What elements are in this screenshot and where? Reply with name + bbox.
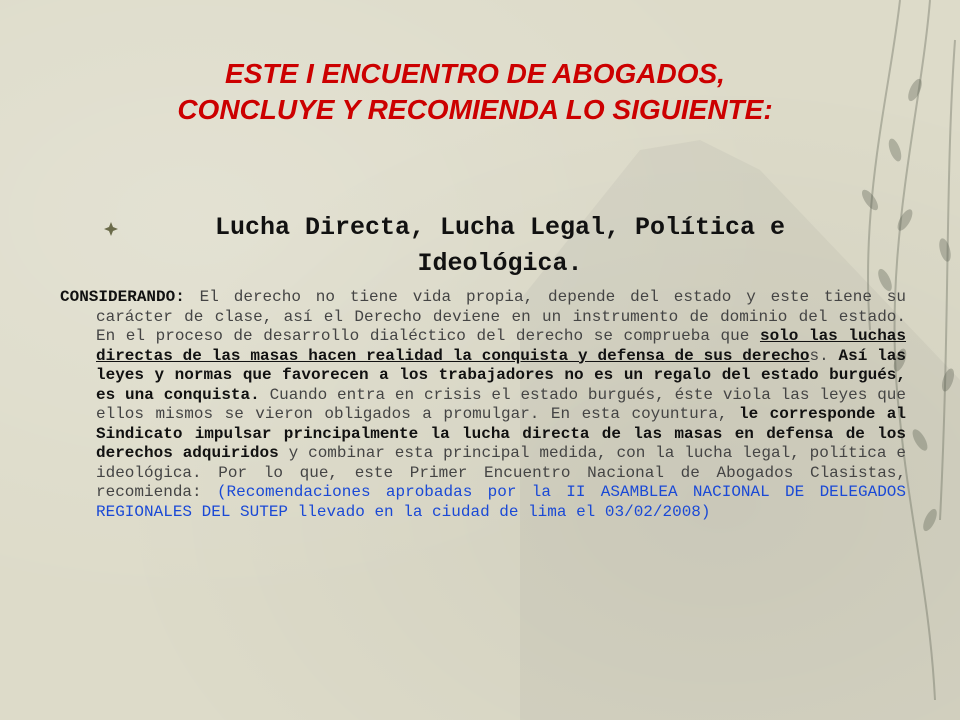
considerando-paragraph bbox=[60, 288, 906, 522]
body-segment-3: s. bbox=[809, 346, 839, 365]
section-heading bbox=[100, 210, 900, 282]
body-segment-2-emphasis: solo las luchas directas de las masas hacen realidad la conquista y defensa de sus derecho bbox=[96, 327, 907, 365]
considerando-label: CONSIDERANDO: bbox=[60, 288, 185, 306]
body-segment-4-emphasis: Así las leyes y normas que favorecen a los trabajadores no es un regalo del estado burgués, es una conquista. bbox=[96, 346, 907, 404]
body-paragraph bbox=[60, 288, 906, 522]
body-segment-6-emphasis: le corresponde al Sindicato impulsar principalmente la lucha directa de las masas en defensa de los derechos adquiridos bbox=[96, 405, 906, 462]
section-heading-line-2: Ideológica. bbox=[417, 249, 583, 278]
body-segment-1: El derecho no tiene vida propia, depende del estado y este tiene su carácter de clase, así el Derecho deviene en un instrumento de dominio del estado. En el proceso de desarrollo dialéctico del derecho se comprueba que bbox=[96, 288, 906, 345]
section-heading-line-1: Lucha Directa, Lucha Legal, Política e bbox=[214, 213, 786, 242]
title-line-1: ESTE I ENCUENTRO DE ABOGADOS, bbox=[225, 58, 725, 89]
title-line-2: CONCLUYE Y RECOMIENDA LO SIGUIENTE: bbox=[177, 94, 773, 125]
page-title bbox=[60, 56, 890, 128]
body-segment-5: Cuando entra en crisis el estado burgués, éste viola las leyes que ellos mismos se vieron obligados a promulgar. En esta coyuntura, bbox=[96, 385, 906, 423]
reference-note: (Recomendaciones aprobadas por la II ASAMBLEA NACIONAL DE DELEGADOS REGIONALES DEL SUTEP llevado en la ciudad de lima el 03/02/2008) bbox=[96, 483, 906, 521]
body-segment-7: y combinar esta principal medida, con la lucha legal, política e ideológica. Por lo que, este Primer Encuentro Nacional de Abogados Clasistas, recomienda: bbox=[96, 444, 906, 501]
